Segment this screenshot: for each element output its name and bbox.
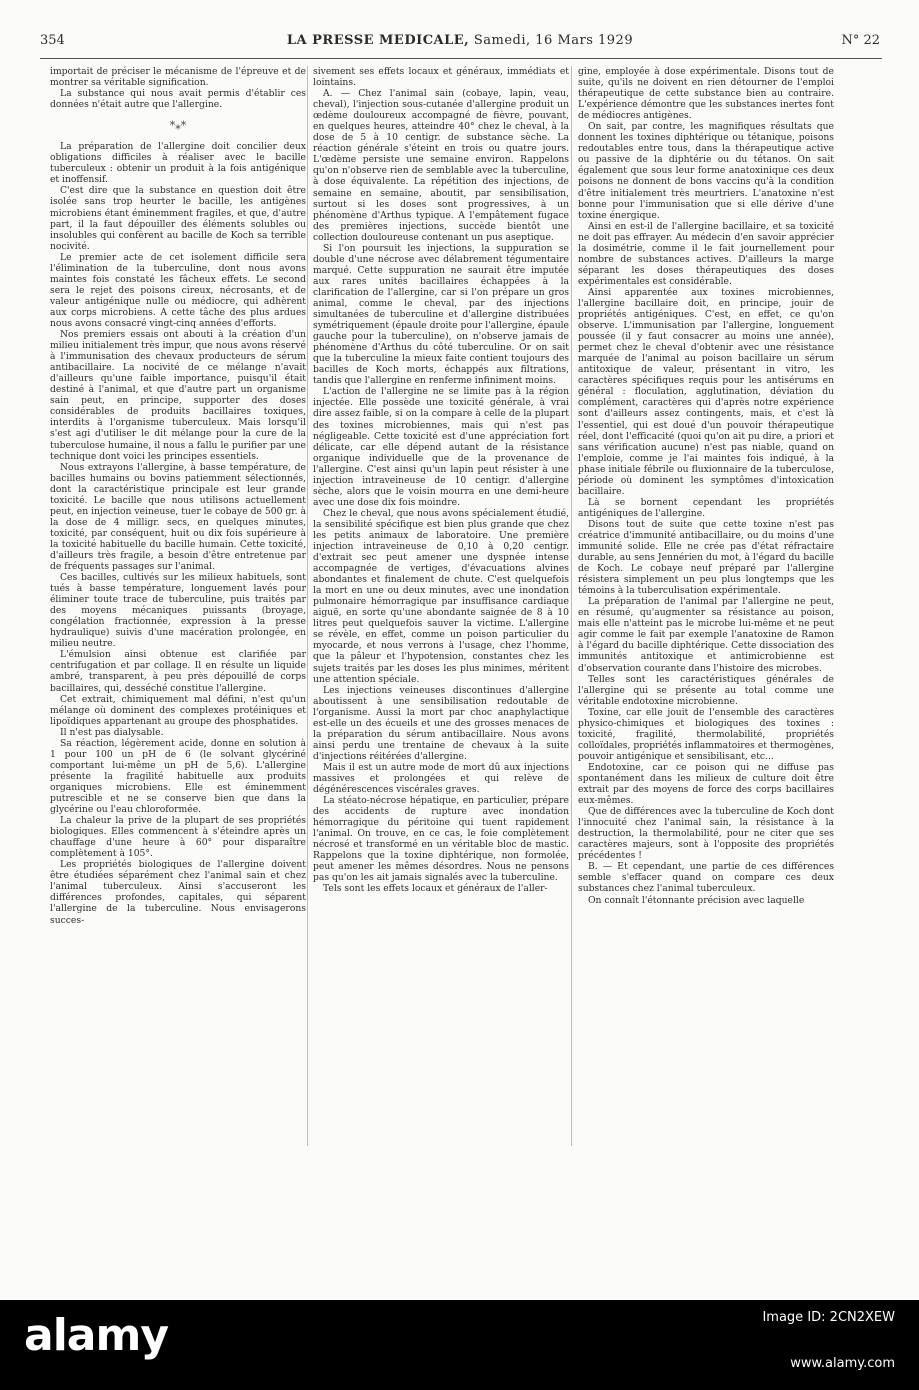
paragraph: Le premier acte de cet isolement difficile sera l'élimination de la tuberculine, dont nous avons maintes fois constaté les fâcheux effets. Le second sera le rejet des poisons cireux, nécrosants, et de valeur antigénique nulle ou médiocre, qui adhèrent aux corps microbiens. A cette tâche des plus ardues nous avons consacré vingt-cinq années d'efforts. [50, 251, 306, 329]
paragraph: On connaît l'étonnante précision avec laquelle [588, 894, 805, 906]
header-rule [40, 58, 882, 59]
publication-name: LA PRESSE MEDICALE, [286, 33, 470, 48]
paragraph: Les propriétés biologiques de l'allergine doivent être étudiées séparément chez l'animal sain et chez l'animal tuberculeux. Ainsi s'accuseront les différences profondes, capitales, qui séparent l'allergine de la tuberculine. Nous envisagerons succes- [50, 859, 306, 926]
paragraph: L'action de l'allergine ne se limite pas à la région injectée. Elle possède une toxicité générale, à vrai dire assez faible, si on la compare à celle de la plupart des toxines microbiennes, mais qui n'est pas négligeable. Cette toxicité est d'une appréciation fort délicate, car elle dépend autant de la résistance organique individuelle que de la provenance de l'allergine. C'est ainsi qu'un lapin peut résister à une injection intraveineuse de 10 centigr. d'allergine sèche, alors que le voisin mourra en une demi-heure avec une dose dix fois moindre. [313, 386, 569, 508]
paragraph: Nos premiers essais ont abouti à la création d'un milieu initialement très impur, que nous avons réservé à l'immunisation des chevaux producteurs de sérum antibacillaire. La nocivité de ce mélange n'avait d'ailleurs qu'une faible importance, puisqu'il était destiné à l'animal, et que d'autre part un organisme sain peut, en principe, supporter des doses considérables de produits bacillaires toxiques, interdits à l'organisme tuberculeux. Mais lorsqu'il s'est agi d'utiliser le dit mélange pour la cure de la tuberculose humaine, il nous a fallu le purifier par une technique dont voici les principes essentiels. [50, 329, 306, 462]
paragraph: B. — Et cependant, une partie de ces différences semble s'effacer quand on compare ces deux substances chez l'animal tuberculeux. [578, 861, 834, 895]
paragraph: sivement ses effets locaux et généraux, immédiats et lointains. [313, 66, 569, 89]
paragraph: Ainsi apparentée aux toxines microbiennes, l'allergine bacillaire doit, en principe, jouir de propriétés antigéniques. C'est, en effet, ce qu'on observe. L'immunisation par l'allergine, longuement poussée (il y faut consacrer au moins une année), permet chez le cheval d'obtenir avec une résistance marquée de l'animal au poison bacillaire un sérum antitoxique de valeur, présentant in vitro, les caractères spécifiques requis pour les antisérums en général : floculation, agglutination, déviation du complément, caractères qui d'après notre expérience sont d'ailleurs assez contingents, mais, et c'est là l'essentiel, qui est doué d'un pouvoir thérapeutique réel, dont l'efficacité (quoi qu'on ait pu dire, a priori et sans vérification aucune) n'est pas niable, quand on l'emploie, comme je l'ai maintes fois indiqué, à la phase initiale fébrile ou fluxionnaire de la tuberculose, période où dominent les symptômes d'intoxication bacillaire. [578, 286, 834, 497]
text-column-1 [50, 66, 306, 1151]
paragraph: C'est dire que la substance en question doit être isolée sans trop heurter le bacille, les antigènes microbiens étant éminemment fragiles, et que, d'autre part, il la faut dépouiller des éléments solubles ou insolubles qui confèrent au bacille de Koch sa terrible nocivité. [50, 185, 306, 252]
paragraph: Il n'est pas dialysable. [60, 726, 164, 738]
image-id-label: Image ID: 2CN2XEW [762, 1310, 895, 1325]
text-column-2 [313, 66, 569, 1151]
paragraph: gine, employée à dose expérimentale. Disons tout de suite, qu'ils ne doivent en rien détourner de l'emploi thérapeutique de cette substance bien au contraire. L'expérience démontre que les substances inertes font de médiocres antigènes. [578, 66, 834, 122]
alamy-url: www.alamy.com [790, 1356, 895, 1371]
paragraph: Sa réaction, légèrement acide, donne en solution à 1 pour 100 un pH de 6 (le solvant glycériné comportant lui-même un pH de 5,6). L'allergine présente la fragilité habituelle aux produits organiques microbiens. Elle est éminemment putrescible et ne se conserve bien que dans la glycérine ou l'eau chloroformée. [50, 737, 306, 816]
paragraph: Mais il est un autre mode de mort dû aux injections massives et prolongées et qui relève de dégénérescences viscérales graves. [313, 761, 569, 796]
paragraph: Ainsi en est-il de l'allergine bacillaire, et sa toxicité ne doit pas effrayer. Au médecin d'en savoir apprécier la dosimétrie, comme il le fait journellement pour nombre de substances actives. D'ailleurs la marge séparant les doses thérapeutiques des doses expérimentales est considérable. [578, 220, 834, 287]
paragraph: Telles sont les caractéristiques générales de l'allergine qui se présente au total comme une véritable endotoxine microbienne. [578, 673, 834, 707]
issue-number: N° 22 [841, 33, 880, 48]
paragraph: Cet extrait, chimiquement mal défini, n'est qu'un mélange où dominent des complexes protéiniques et lipoïdiques appartenant au groupe des phosphatides. [50, 693, 306, 727]
paragraph: Là se bornent cependant les propriétés antigéniques de l'allergine. [578, 496, 834, 519]
section-separator: *⁎* [169, 119, 187, 133]
running-title [40, 33, 880, 48]
page-number: 354 [40, 33, 65, 48]
paragraph: La préparation de l'animal par l'allergine ne peut, en résumé, qu'augmenter sa résistance au poison, mais elle n'atteint pas le microbe lui-même et ne peut agir comme le fait par exemple l'anatoxine de Ramon à l'égard du bacille diphtérique. Cette dissociation des immunités antitoxique et antimicrobienne est d'observation courante dans l'histoire des microbes. [578, 596, 834, 674]
paragraph: Tels sont les effets locaux et généraux de l'aller- [323, 883, 548, 895]
paragraph: Disons tout de suite que cette toxine n'est pas créatrice d'immunité antibacillaire, ou du moins d'une immunité solide. Elle ne crée pas d'état réfractaire durable, au sens Jennérien du mot, à l'égard du bacille de Koch. Le cobaye neuf préparé par l'allergine résistera simplement un peu plus longtemps que les témoins à la tuberculisation expérimentale. [578, 518, 834, 597]
paragraph: importait de préciser le mécanisme de l'épreuve et de montrer sa véritable signification. [50, 66, 306, 89]
paragraph: A. — Chez l'animal sain (cobaye, lapin, veau, cheval), l'injection sous-cutanée d'allergine produit un œdème douloureux accompagné de fièvre, pouvant, en quelques heures, atteindre 40° chez le cheval, à la dose de 5 à 10 centigr. de substance sèche. La réaction générale s'éteint en trois ou quatre jours. L'œdème persiste une semaine environ. Rappelons qu'on n'observe rien de semblable avec la tuberculine, à dose équivalente. La répétition des injections, de semaine en semaine, aboutit, par sensibilisation, surtout si les doses sont progressives, à un phénomène d'Arthus typique. A l'empâtement fugace des premières injections, succède bientôt une collection douloureuse contenant un pus aseptique. [313, 88, 569, 243]
paragraph: Chez le cheval, que nous avons spécialement étudié, la sensibilité spécifique est bien plus grande que chez les petits animaux de laboratoire. Une première injection intraveineuse de 0,10 à 0,20 centigr. d'extrait sec peut amener une dyspnée intense accompagnée de vertiges, d'évacuations alvines abondantes et finalement de chute. C'est quelquefois la mort en une ou deux minutes, avec une inondation pulmonaire hémorragique par insuffisance cardiaque aiguë, en sorte qu'une abondante saignée de 8 à 10 litres peut quelquefois sauver la victime. L'allergine se révèle, en effet, comme un poison particulier du myocarde, et nous verrons à l'usage, chez l'homme, que la pâleur et l'hypotension, constantes chez les sujets traités par les doses les plus minimes, méritent une attention spéciale. [313, 507, 569, 685]
column-divider [307, 66, 308, 1146]
text-column-3 [578, 66, 834, 1151]
issue-date: Samedi, 16 Mars 1929 [473, 33, 634, 48]
paragraph: La stéato-nécrose hépatique, en particulier, prépare des accidents de rupture avec inondation hémorragique du péritoine qui tuent rapidement l'animal. On trouve, en ce cas, le foie complètement nécrosé et transformé en un véritable bloc de mastic. Rappelons que la toxine diphtérique, non formolée, peut amener les mêmes désordres. Nous ne pensons pas qu'on les ait jamais signalés avec la tuberculine. [313, 795, 569, 884]
paragraph: L'émulsion ainsi obtenue est clarifiée par centrifugation et par collage. Il en résulte un liquide ambré, transparent, à peu près dépouillé de corps bacillaires, qui, desséché constitue l'allergine. [50, 649, 306, 694]
alamy-logo: alamy [24, 1310, 168, 1361]
paragraph: Ces bacilles, cultivés sur les milieux habituels, sont tués à basse température, longuement lavés pour éliminer toute trace de tuberculine, puis traités par des moyens mécaniques puissants (broyage, congélation fractionnée, expression à la presse hydraulique) suivis d'une macération prolongée, en milieu neutre. [50, 572, 306, 650]
paragraph: Que de différences avec la tuberculine de Koch dont l'innocuité chez l'animal sain, la résistance à la destruction, la thermolabilité, pour ne citer que ses caractères majeurs, sont à l'opposite des propriétés précédentes ! [578, 806, 834, 862]
paragraph: Si l'on poursuit les injections, la suppuration se double d'une nécrose avec délabrement tégumentaire marqué. Cette suppuration ne saurait être imputée aux rares unités bacillaires échappées à la clarification de l'allergine, car si l'on prépare un gros animal, comme le cheval, par des injections simultanées de tuberculine et d'allergine distribuées symétriquement (épaule droite pour l'allergine, épaule gauche pour la tuberculine), on n'observe jamais de phénomène d'Arthus du côté tuberculine. Or on sait que la tuberculine la mieux faite contient toujours des bacilles de Koch morts, échappés aux filtrations, tandis que l'allergine en renferme infiniment moins. [313, 242, 569, 387]
paragraph: Toxine, car elle jouit de l'ensemble des caractères physico-chimiques et biologiques des toxines : toxicité, fragilité, thermolabilité, propriétés colloïdales, propriétés inflammatoires et thermogènes, pouvoir antigénique et sensibilisant, etc... [578, 706, 834, 762]
page-header [40, 33, 880, 53]
paragraph: La préparation de l'allergine doit concilier deux obligations difficiles à réaliser avec le bacille tuberculeux : obtenir un produit à la fois antigénique et inoffensif. [50, 141, 306, 186]
paragraph: La chaleur la prive de la plupart de ses propriétés biologiques. Elles commencent à s'éteindre après un chauffage d'une heure à 60° pour disparaître complètement à 105°. [50, 815, 306, 860]
column-divider [571, 66, 572, 1146]
paragraph: Nous extrayons l'allergine, à basse température, de bacilles humains ou bovins patiemment sélectionnés, dont la caractéristique principale est leur grande toxicité. Le bacille que nous utilisons actuellement peut, en injection veineuse, tuer le cobaye de 500 gr. à la dose de 4 milligr. secs, en quelques minutes, toxicité, par conséquent, huit ou dix fois supérieure à la toxicité habituelle du bacille humain. Cette toxicité, d'ailleurs très fragile, a besoin d'être entretenue par de fréquents passages sur l'animal. [50, 461, 306, 573]
paragraph: Les injections veineuses discontinues d'allergine aboutissent à une sensibilisation redoutable de l'organisme. Aussi la mort par choc anaphylactique est-elle un des écueils et une des grosses menaces de la préparation du sérum antibacillaire. Nous avons ainsi perdu une trentaine de chevaux à la suite d'injections réitérées d'allergine. [313, 684, 569, 762]
paragraph: La substance qui nous avait permis d'établir ces données n'était autre que l'allergine. [50, 88, 306, 111]
paragraph: Endotoxine, car ce poison qui ne diffuse pas spontanément dans les milieux de culture doit être extrait par des moyens de force des corps bacillaires eux-mêmes. [578, 761, 834, 807]
paragraph: On sait, par contre, les magnifiques résultats que donnent les toxines diphtérique ou tétanique, poisons redoutables entre tous, dans la thérapeutique active ou passive de la diphtérie ou du tétanos. On sait également que sous leur forme anatoxinique ces deux poisons ne donnent de bons vaccins qu'à la condition d'être initialement très meurtriers. L'anatoxine n'est bonne pour l'immunisation que si elle dérive d'une toxine énergique. [578, 121, 834, 221]
